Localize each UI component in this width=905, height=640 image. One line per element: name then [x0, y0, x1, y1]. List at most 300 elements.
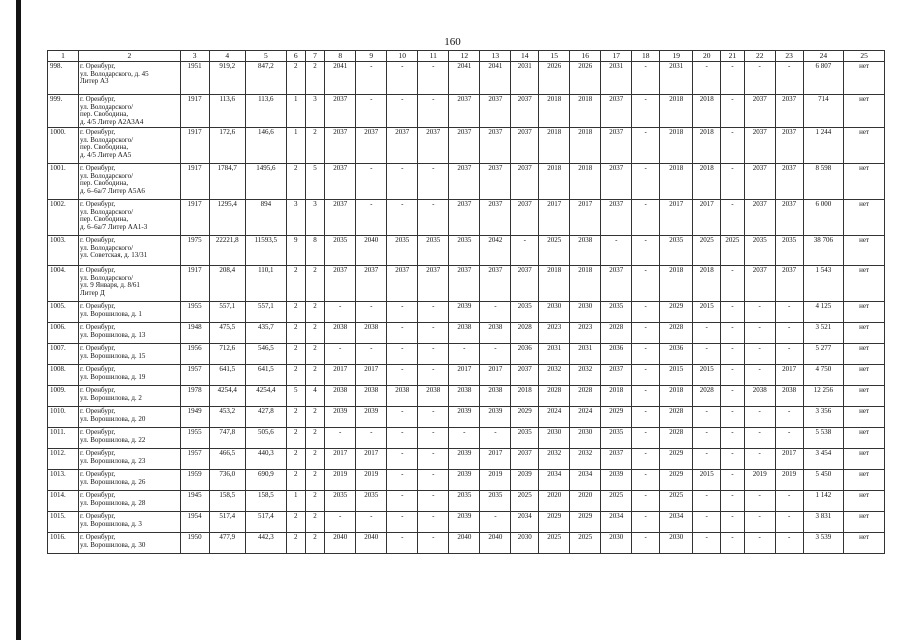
table-cell: - — [721, 302, 745, 323]
table-cell: - — [721, 128, 745, 164]
table-cell: 2025 — [570, 533, 601, 554]
table-cell: - — [693, 62, 721, 95]
table-cell: - — [632, 365, 660, 386]
table-cell: - — [418, 449, 449, 470]
column-header: 9 — [356, 51, 387, 62]
table-cell: 2018 — [511, 386, 539, 407]
table-cell: 1917 — [180, 200, 209, 236]
register-table — [47, 50, 885, 554]
column-header: 18 — [632, 51, 660, 62]
table-cell: 4254,4 — [209, 386, 245, 407]
table-cell: - — [387, 470, 418, 491]
table-cell: 919,2 — [209, 62, 245, 95]
table-cell: 2035 — [744, 236, 775, 266]
table-cell: 2024 — [539, 407, 570, 428]
row-number-cell: 1009. — [48, 386, 79, 407]
table-cell: 2036 — [601, 344, 632, 365]
table-cell: 2029 — [601, 407, 632, 428]
table-cell: 747,8 — [209, 428, 245, 449]
table-cell: - — [721, 200, 745, 236]
table-cell: - — [387, 365, 418, 386]
table-cell: - — [387, 62, 418, 95]
column-header: 19 — [660, 51, 693, 62]
table-cell: 1295,4 — [209, 200, 245, 236]
binding-bar — [16, 0, 21, 640]
table-cell: - — [356, 200, 387, 236]
table-cell: - — [721, 449, 745, 470]
table-cell: - — [325, 512, 356, 533]
table-cell: 2017 — [325, 449, 356, 470]
row-number-cell: 1003. — [48, 236, 79, 266]
table-cell: 2035 — [449, 491, 480, 512]
table-cell: 641,5 — [209, 365, 245, 386]
table-cell: - — [721, 323, 745, 344]
column-header: 25 — [844, 51, 885, 62]
table-cell: 2024 — [570, 407, 601, 428]
table-cell: нет — [844, 449, 885, 470]
table-cell: - — [387, 533, 418, 554]
table-cell: нет — [844, 62, 885, 95]
table-cell: - — [325, 428, 356, 449]
table-cell: 517,4 — [245, 512, 286, 533]
table-cell: 1951 — [180, 62, 209, 95]
table-cell: 2038 — [325, 323, 356, 344]
table-cell: 2017 — [480, 365, 511, 386]
table-cell: - — [632, 128, 660, 164]
table-cell: 2017 — [480, 449, 511, 470]
table-cell: 2020 — [570, 491, 601, 512]
table-cell: 2041 — [480, 62, 511, 95]
table-cell: 1 — [286, 95, 305, 128]
table-cell: 2034 — [511, 512, 539, 533]
table-cell: 2035 — [511, 428, 539, 449]
table-cell: 2017 — [539, 200, 570, 236]
table-cell: - — [356, 344, 387, 365]
table-cell: 2035 — [511, 302, 539, 323]
table-cell: 2 — [286, 470, 305, 491]
table-cell: - — [744, 323, 775, 344]
table-cell: - — [693, 449, 721, 470]
row-number-cell: 1016. — [48, 533, 79, 554]
table-cell: 9 — [286, 236, 305, 266]
table-cell: 2 — [286, 302, 305, 323]
table-cell: 2023 — [570, 323, 601, 344]
table-cell: - — [387, 407, 418, 428]
table-cell: 2018 — [693, 95, 721, 128]
table-cell: 1917 — [180, 266, 209, 302]
table-cell: - — [418, 491, 449, 512]
table-cell: 1957 — [180, 365, 209, 386]
row-number-cell: 1007. — [48, 344, 79, 365]
table-cell: - — [632, 236, 660, 266]
table-row — [48, 533, 885, 554]
table-cell: 2 — [286, 365, 305, 386]
table-cell: 2037 — [601, 200, 632, 236]
table-cell: 2037 — [601, 128, 632, 164]
table-cell: 1 244 — [803, 128, 844, 164]
table-cell: 2019 — [775, 470, 803, 491]
address-cell: г. Оренбург, ул. Ворошилова, д. 23 — [79, 449, 181, 470]
table-cell: 2037 — [744, 95, 775, 128]
table-cell: 2 — [286, 512, 305, 533]
table-cell: 2037 — [449, 200, 480, 236]
table-cell: - — [721, 470, 745, 491]
table-cell: 2038 — [356, 386, 387, 407]
table-cell: нет — [844, 533, 885, 554]
column-header: 14 — [511, 51, 539, 62]
table-cell: - — [721, 266, 745, 302]
table-cell: 736,0 — [209, 470, 245, 491]
table-row — [48, 365, 885, 386]
table-row — [48, 428, 885, 449]
table-cell: 2025 — [539, 236, 570, 266]
column-header: 12 — [449, 51, 480, 62]
table-cell: - — [356, 95, 387, 128]
table-cell: 1945 — [180, 491, 209, 512]
table-cell: 2029 — [660, 449, 693, 470]
table-cell: - — [632, 62, 660, 95]
table-cell: - — [418, 512, 449, 533]
table-cell: 2034 — [601, 512, 632, 533]
table-cell: 2025 — [511, 491, 539, 512]
table-cell: - — [693, 533, 721, 554]
table-cell: 2019 — [744, 470, 775, 491]
table-cell: 2041 — [325, 62, 356, 95]
table-cell: 2038 — [480, 323, 511, 344]
table-cell: - — [632, 386, 660, 407]
table-cell: 1917 — [180, 164, 209, 200]
table-cell: 2017 — [775, 365, 803, 386]
table-cell: 4 — [305, 386, 324, 407]
table-cell: 4 750 — [803, 365, 844, 386]
table-cell: 2035 — [325, 491, 356, 512]
table-cell: 2015 — [693, 365, 721, 386]
table-cell: 1949 — [180, 407, 209, 428]
table-cell: 2041 — [449, 62, 480, 95]
table-cell: 453,2 — [209, 407, 245, 428]
table-row — [48, 128, 885, 164]
table-cell: - — [775, 323, 803, 344]
table-cell: 2038 — [356, 323, 387, 344]
table-cell: - — [480, 344, 511, 365]
table-cell: - — [632, 491, 660, 512]
table-cell: - — [418, 200, 449, 236]
table-cell: 2037 — [601, 266, 632, 302]
table-cell: 2017 — [570, 200, 601, 236]
address-cell: г. Оренбург, ул. Ворошилова, д. 3 — [79, 512, 181, 533]
table-cell: - — [387, 323, 418, 344]
table-cell: 2032 — [570, 365, 601, 386]
address-cell: г. Оренбург, ул. Ворошилова, д. 26 — [79, 470, 181, 491]
table-cell: 2 — [286, 428, 305, 449]
table-cell: 2017 — [356, 449, 387, 470]
table-cell: 714 — [803, 95, 844, 128]
table-cell: 2 — [305, 302, 324, 323]
table-cell: - — [418, 164, 449, 200]
row-number-cell: 1012. — [48, 449, 79, 470]
table-cell: 3 539 — [803, 533, 844, 554]
table-cell: - — [775, 512, 803, 533]
table-cell: 2038 — [449, 386, 480, 407]
table-cell: - — [356, 512, 387, 533]
table-cell: 1495,6 — [245, 164, 286, 200]
table-cell: 2040 — [325, 533, 356, 554]
table-cell: 2028 — [660, 323, 693, 344]
table-cell: - — [632, 95, 660, 128]
table-cell: 2042 — [480, 236, 511, 266]
table-cell: 2028 — [693, 386, 721, 407]
table-cell: 8 — [305, 236, 324, 266]
table-cell: - — [632, 407, 660, 428]
address-cell: г. Оренбург, ул. Ворошилова, д. 30 — [79, 533, 181, 554]
table-cell: 2037 — [356, 266, 387, 302]
table-cell: - — [632, 302, 660, 323]
table-cell: - — [744, 365, 775, 386]
table-cell: - — [775, 428, 803, 449]
table-cell: - — [418, 365, 449, 386]
table-cell: 557,1 — [245, 302, 286, 323]
table-cell: - — [418, 344, 449, 365]
table-cell: 2035 — [660, 236, 693, 266]
table-cell: 466,5 — [209, 449, 245, 470]
table-row — [48, 95, 885, 128]
table-cell: - — [721, 533, 745, 554]
table-cell: нет — [844, 491, 885, 512]
table-cell: 38 706 — [803, 236, 844, 266]
table-cell: 2028 — [601, 323, 632, 344]
table-cell: - — [387, 95, 418, 128]
table-cell: 2 — [286, 164, 305, 200]
address-cell: г. Оренбург, ул. Ворошилова, д. 13 — [79, 323, 181, 344]
table-cell: 2 — [286, 62, 305, 95]
table-cell: - — [480, 302, 511, 323]
table-cell: 2031 — [570, 344, 601, 365]
table-cell: 2035 — [325, 236, 356, 266]
table-cell: 1948 — [180, 323, 209, 344]
table-cell: 2038 — [387, 386, 418, 407]
column-header: 7 — [305, 51, 324, 62]
table-cell: 2037 — [744, 164, 775, 200]
table-cell: 2039 — [511, 470, 539, 491]
table-cell: - — [601, 236, 632, 266]
table-cell: 4 125 — [803, 302, 844, 323]
table-cell: - — [693, 407, 721, 428]
table-cell: 1978 — [180, 386, 209, 407]
table-cell: 2037 — [744, 266, 775, 302]
table-cell: 2040 — [356, 236, 387, 266]
table-cell: 2035 — [775, 236, 803, 266]
table-row — [48, 200, 885, 236]
table-cell: 110,1 — [245, 266, 286, 302]
table-cell: 2 — [286, 407, 305, 428]
table-cell: 2 — [286, 449, 305, 470]
table-cell: - — [721, 512, 745, 533]
row-number-cell: 998. — [48, 62, 79, 95]
table-cell: 2037 — [601, 164, 632, 200]
table-cell: 2035 — [356, 491, 387, 512]
row-number-cell: 1005. — [48, 302, 79, 323]
table-row — [48, 62, 885, 95]
table-cell: 442,3 — [245, 533, 286, 554]
table-cell: 2030 — [570, 428, 601, 449]
table-cell: 2017 — [693, 200, 721, 236]
table-cell: 2037 — [480, 95, 511, 128]
table-cell: - — [693, 491, 721, 512]
table-cell: - — [632, 533, 660, 554]
table-cell: 3 356 — [803, 407, 844, 428]
table-cell: - — [511, 236, 539, 266]
table-cell: 2037 — [480, 128, 511, 164]
row-number-cell: 1013. — [48, 470, 79, 491]
table-cell: 2037 — [356, 128, 387, 164]
table-cell: - — [744, 491, 775, 512]
table-cell: 2 — [305, 407, 324, 428]
table-cell: 2031 — [511, 62, 539, 95]
table-cell: 2015 — [693, 470, 721, 491]
table-cell: 2015 — [693, 302, 721, 323]
address-cell: г. Оренбург, ул. Ворошилова, д. 1 — [79, 302, 181, 323]
table-cell: 2030 — [539, 302, 570, 323]
table-cell: 2040 — [449, 533, 480, 554]
table-cell: 2039 — [325, 407, 356, 428]
table-cell: - — [744, 428, 775, 449]
table-cell: - — [775, 491, 803, 512]
table-cell: 1 — [286, 491, 305, 512]
table-cell: 2037 — [387, 266, 418, 302]
table-cell: - — [387, 512, 418, 533]
table-cell: 2030 — [570, 302, 601, 323]
table-cell: - — [775, 344, 803, 365]
table-cell: нет — [844, 512, 885, 533]
table-cell: - — [480, 512, 511, 533]
address-cell: г. Оренбург, ул. Володарского/ пер. Свободина, д. 6–6а/7 Литер А5А6 — [79, 164, 181, 200]
table-cell: 2029 — [539, 512, 570, 533]
table-cell: 2037 — [775, 95, 803, 128]
table-cell: - — [693, 428, 721, 449]
table-cell: 2 — [305, 428, 324, 449]
row-number-cell: 1011. — [48, 428, 79, 449]
table-cell: - — [632, 428, 660, 449]
table-cell: 2037 — [449, 95, 480, 128]
table-cell: 2039 — [356, 407, 387, 428]
table-cell: 2018 — [660, 128, 693, 164]
table-cell: 1955 — [180, 302, 209, 323]
table-cell: - — [693, 512, 721, 533]
table-cell: 2037 — [775, 164, 803, 200]
table-cell: - — [325, 302, 356, 323]
table-cell: - — [775, 62, 803, 95]
table-cell: 2 — [305, 512, 324, 533]
table-cell: 2032 — [539, 365, 570, 386]
table-cell: - — [356, 428, 387, 449]
table-cell: 2038 — [744, 386, 775, 407]
table-row — [48, 449, 885, 470]
table-cell: 2 — [305, 449, 324, 470]
table-cell: 2037 — [744, 128, 775, 164]
column-header: 5 — [245, 51, 286, 62]
table-cell: 2031 — [539, 344, 570, 365]
table-cell: 2030 — [601, 533, 632, 554]
table-cell: - — [632, 164, 660, 200]
table-cell: 1917 — [180, 128, 209, 164]
table-cell: - — [325, 344, 356, 365]
table-cell: 2034 — [660, 512, 693, 533]
table-cell: - — [744, 302, 775, 323]
table-cell: - — [418, 407, 449, 428]
table-cell: 2 — [305, 62, 324, 95]
table-cell: - — [744, 62, 775, 95]
table-cell: 712,6 — [209, 344, 245, 365]
table-cell: 8 598 — [803, 164, 844, 200]
row-number-cell: 1004. — [48, 266, 79, 302]
table-cell: 2 — [305, 128, 324, 164]
table-cell: 2030 — [539, 428, 570, 449]
table-cell: 1954 — [180, 512, 209, 533]
table-cell: - — [632, 449, 660, 470]
table-cell: 2037 — [449, 266, 480, 302]
table-cell: 5 277 — [803, 344, 844, 365]
table-cell: 3 831 — [803, 512, 844, 533]
table-cell: 2037 — [418, 266, 449, 302]
table-cell: 2029 — [511, 407, 539, 428]
table-cell: - — [387, 302, 418, 323]
table-cell: 4254,4 — [245, 386, 286, 407]
table-cell: нет — [844, 236, 885, 266]
table-row — [48, 491, 885, 512]
table-cell: 1 543 — [803, 266, 844, 302]
table-cell: - — [721, 407, 745, 428]
table-cell: 2017 — [449, 365, 480, 386]
table-row — [48, 512, 885, 533]
table-cell: 2037 — [601, 449, 632, 470]
table-cell: 847,2 — [245, 62, 286, 95]
table-cell: 2 — [305, 470, 324, 491]
table-row — [48, 266, 885, 302]
table-cell: - — [693, 344, 721, 365]
table-cell: 517,4 — [209, 512, 245, 533]
table-cell: 2018 — [539, 128, 570, 164]
table-cell: 2038 — [325, 386, 356, 407]
table-cell: 1957 — [180, 449, 209, 470]
table-cell: 2018 — [660, 164, 693, 200]
table-cell: 1959 — [180, 470, 209, 491]
table-cell: 2017 — [775, 449, 803, 470]
table-cell: 2038 — [480, 386, 511, 407]
table-cell: нет — [844, 323, 885, 344]
table-cell: 2023 — [539, 323, 570, 344]
table-cell: - — [418, 323, 449, 344]
table-cell: нет — [844, 302, 885, 323]
table-cell: 2030 — [660, 533, 693, 554]
row-number-cell: 1006. — [48, 323, 79, 344]
table-row — [48, 302, 885, 323]
row-number-cell: 1015. — [48, 512, 79, 533]
table-cell: 158,5 — [245, 491, 286, 512]
table-cell: 2017 — [660, 200, 693, 236]
table-cell: 1784,7 — [209, 164, 245, 200]
table-cell: 2038 — [449, 323, 480, 344]
table-cell: 2 — [305, 533, 324, 554]
column-header: 1 — [48, 51, 79, 62]
table-cell: - — [744, 344, 775, 365]
table-cell: 2037 — [480, 266, 511, 302]
table-cell: - — [449, 344, 480, 365]
table-cell: 2030 — [511, 533, 539, 554]
table-cell: 2018 — [570, 266, 601, 302]
address-cell: г. Оренбург, ул. Ворошилова, д. 15 — [79, 344, 181, 365]
column-header: 20 — [693, 51, 721, 62]
table-row — [48, 236, 885, 266]
